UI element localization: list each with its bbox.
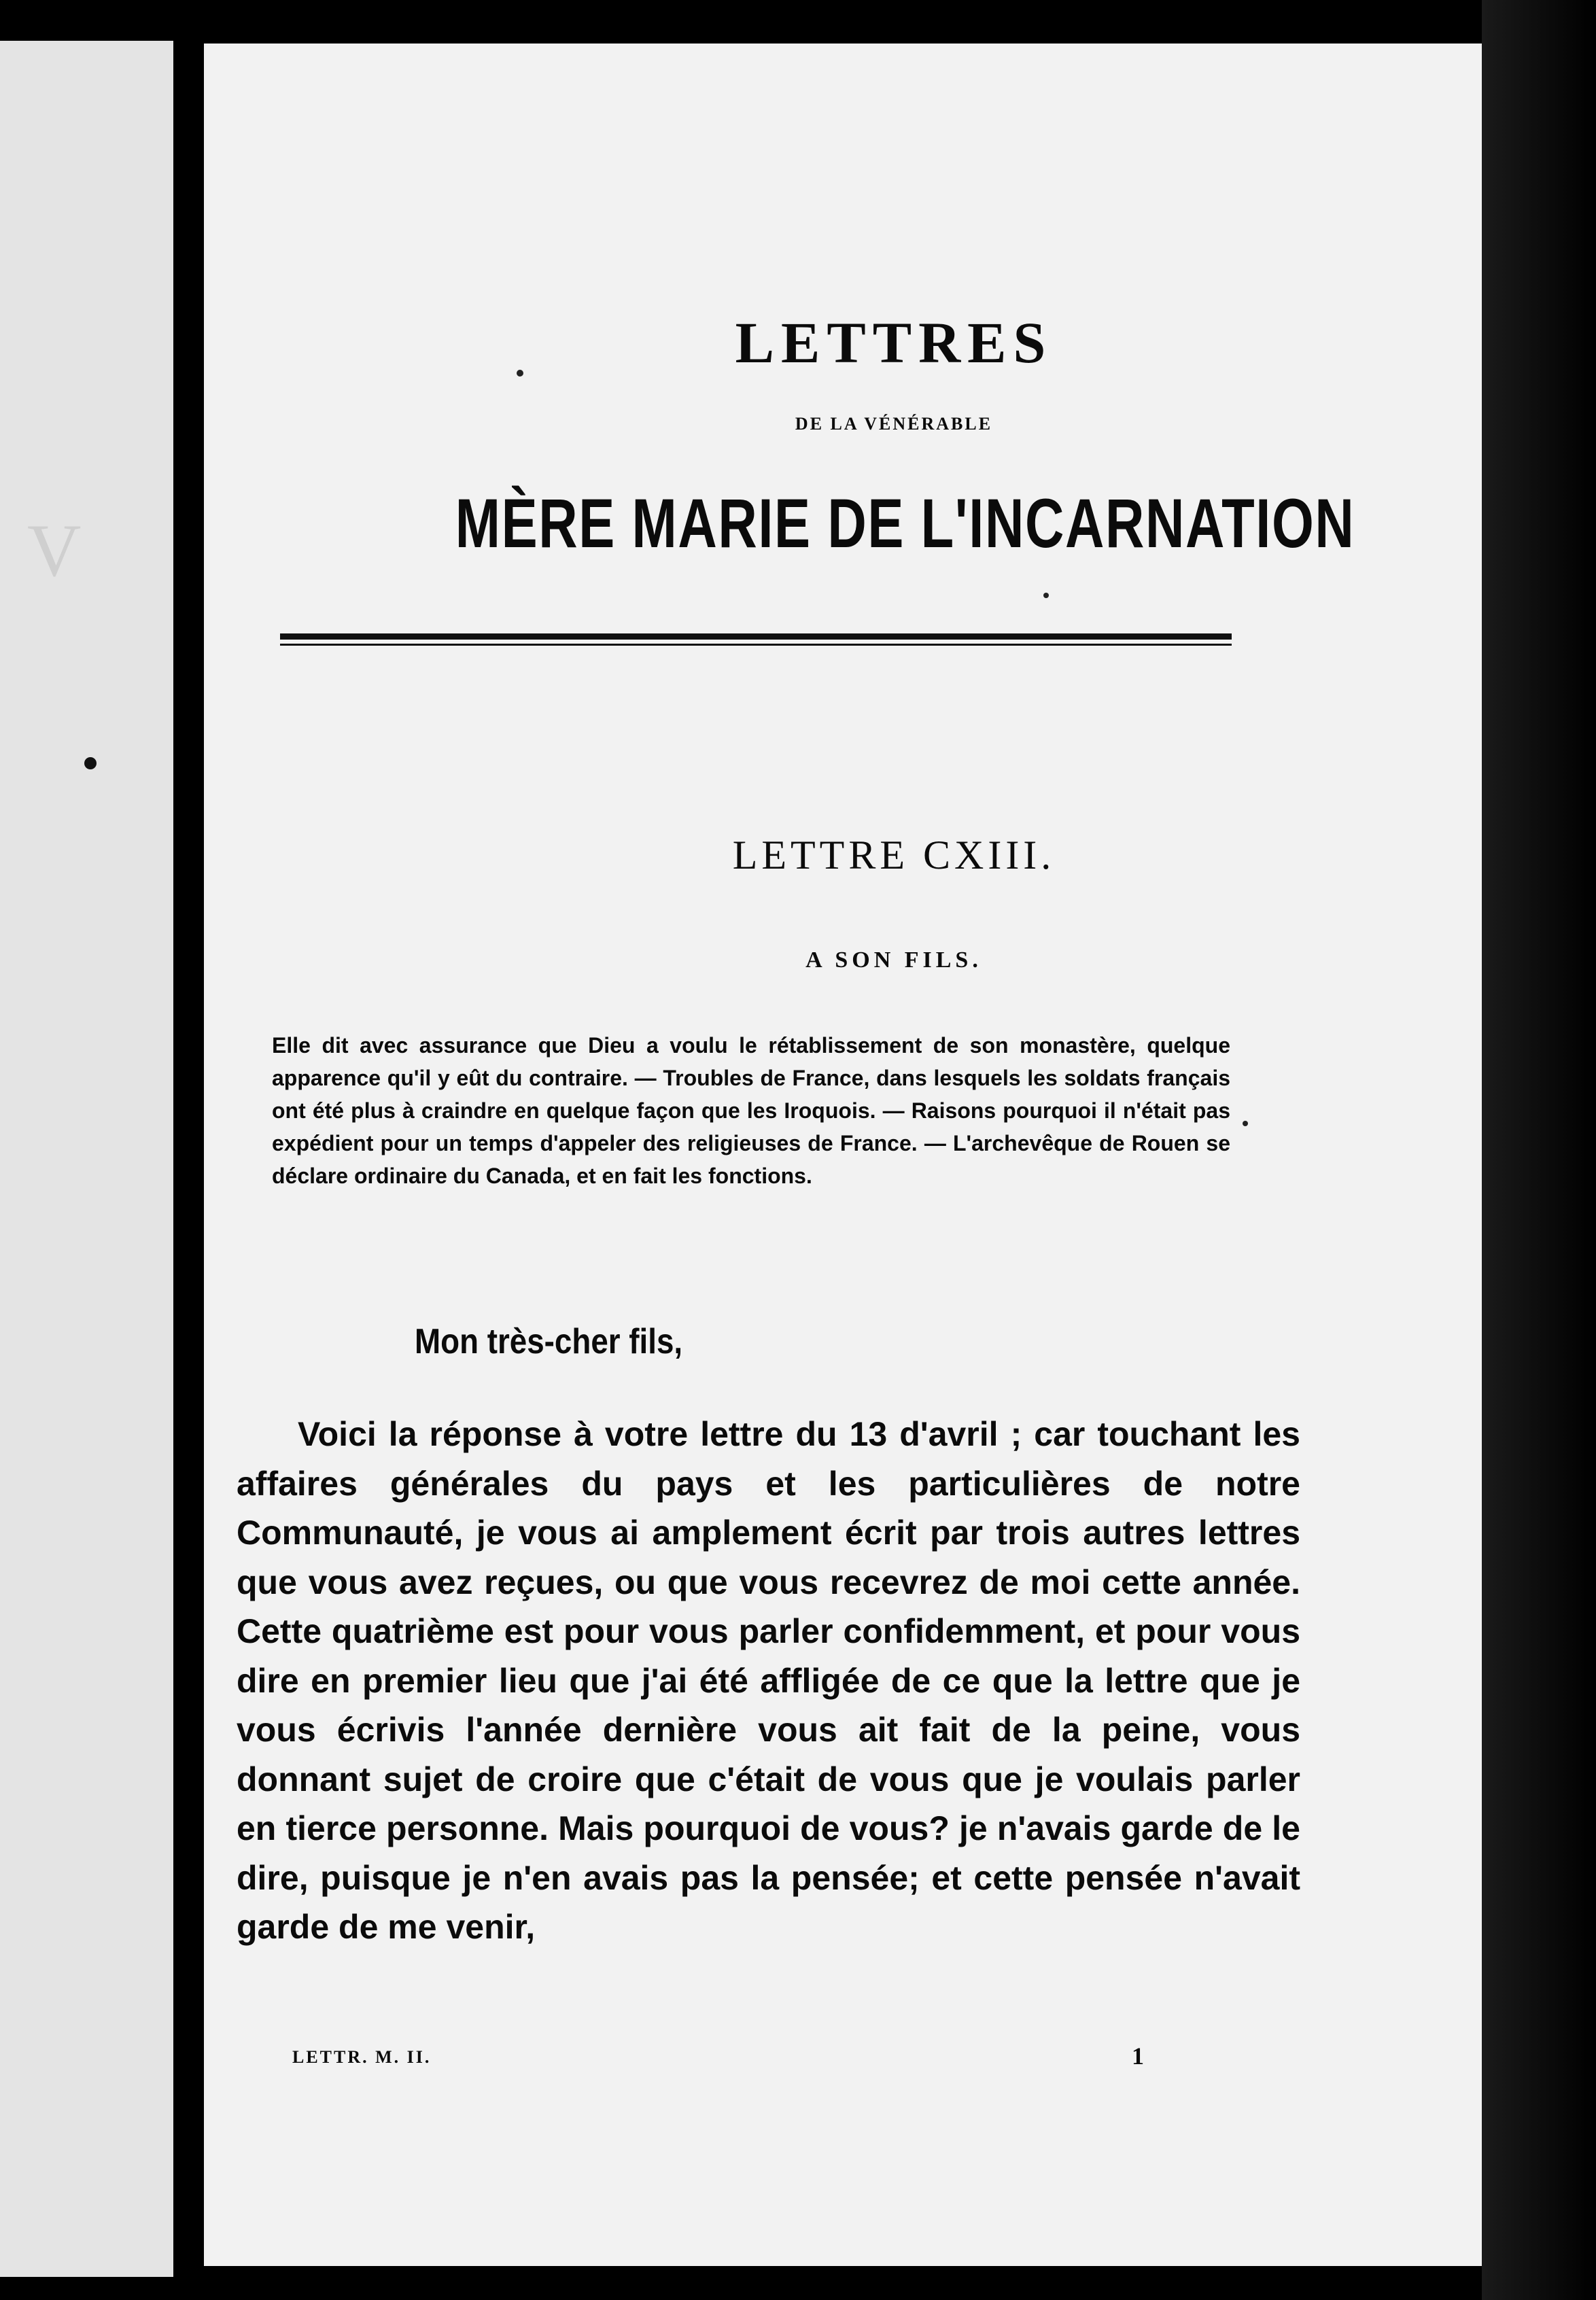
facing-page-bleed: V [27,509,82,592]
title-divider [280,633,1232,646]
page-number: 1 [1132,2042,1144,2070]
binding-shadow [1482,0,1596,2300]
letter-body [237,1410,1300,1952]
signature-mark: LETTR. M. II. [292,2047,432,2067]
summary-text: Elle dit avec assurance que Dieu a voulu le rétablissement de son monastère, quelque apparence qu'il y eût du contraire. — Troubles de France, dans lesquels les soldats français ont été plus à craindre en quelque façon que les Iroquois. — Raisons pourquoi il n'était pas expédient pour un temps d'appeler des religieuses de France. — L'archevêque de Rouen se déclare ordinaire du Canada, et en fait les fonctions. [272,1033,1230,1188]
body-paragraph: Voici la réponse à votre lettre du 13 d'avril ; car touchant les affaires générales du pays et les particulières de notre Communauté, je vous ai amplement écrit par trois autres lettres que vous avez reçues, ou que vous recevrez de moi cette année. Cette quatrième est pour vous parler confidemment, et pour vous dire en premier lieu que j'ai été affligée de ce que la lettre que je vous écrivis l'année dernière vous ait fait de la peine, vous donnant sujet de croire que c'était de vous que je voulais parler en tierce personne. Mais pourquoi de vous? je n'avais garde de le dire, puisque je n'en avais pas la pensée; et cette pensée n'avait garde de me venir, [237,1415,1300,1946]
letter-salutation: Mon très-cher fils, [415,1322,683,1361]
facing-page-edge [0,41,173,2277]
ink-speck [1243,1121,1248,1126]
letter-heading: LETTRE CXIII. [732,833,1056,877]
title-main: MÈRE MARIE DE L'INCARNATION [455,485,1355,562]
title-subtitle: DE LA VÉNÉRABLE [795,414,993,434]
letter-recipient: A SON FILS. [805,947,982,973]
book-page [204,43,1482,2266]
ink-dot [84,757,97,769]
ink-speck [1043,593,1049,598]
divider-thin-line [280,644,1232,646]
letter-summary [272,1029,1230,1192]
title-lettres: LETTRES [735,310,1053,375]
divider-thick-line [280,633,1232,640]
ink-speck [517,370,523,377]
